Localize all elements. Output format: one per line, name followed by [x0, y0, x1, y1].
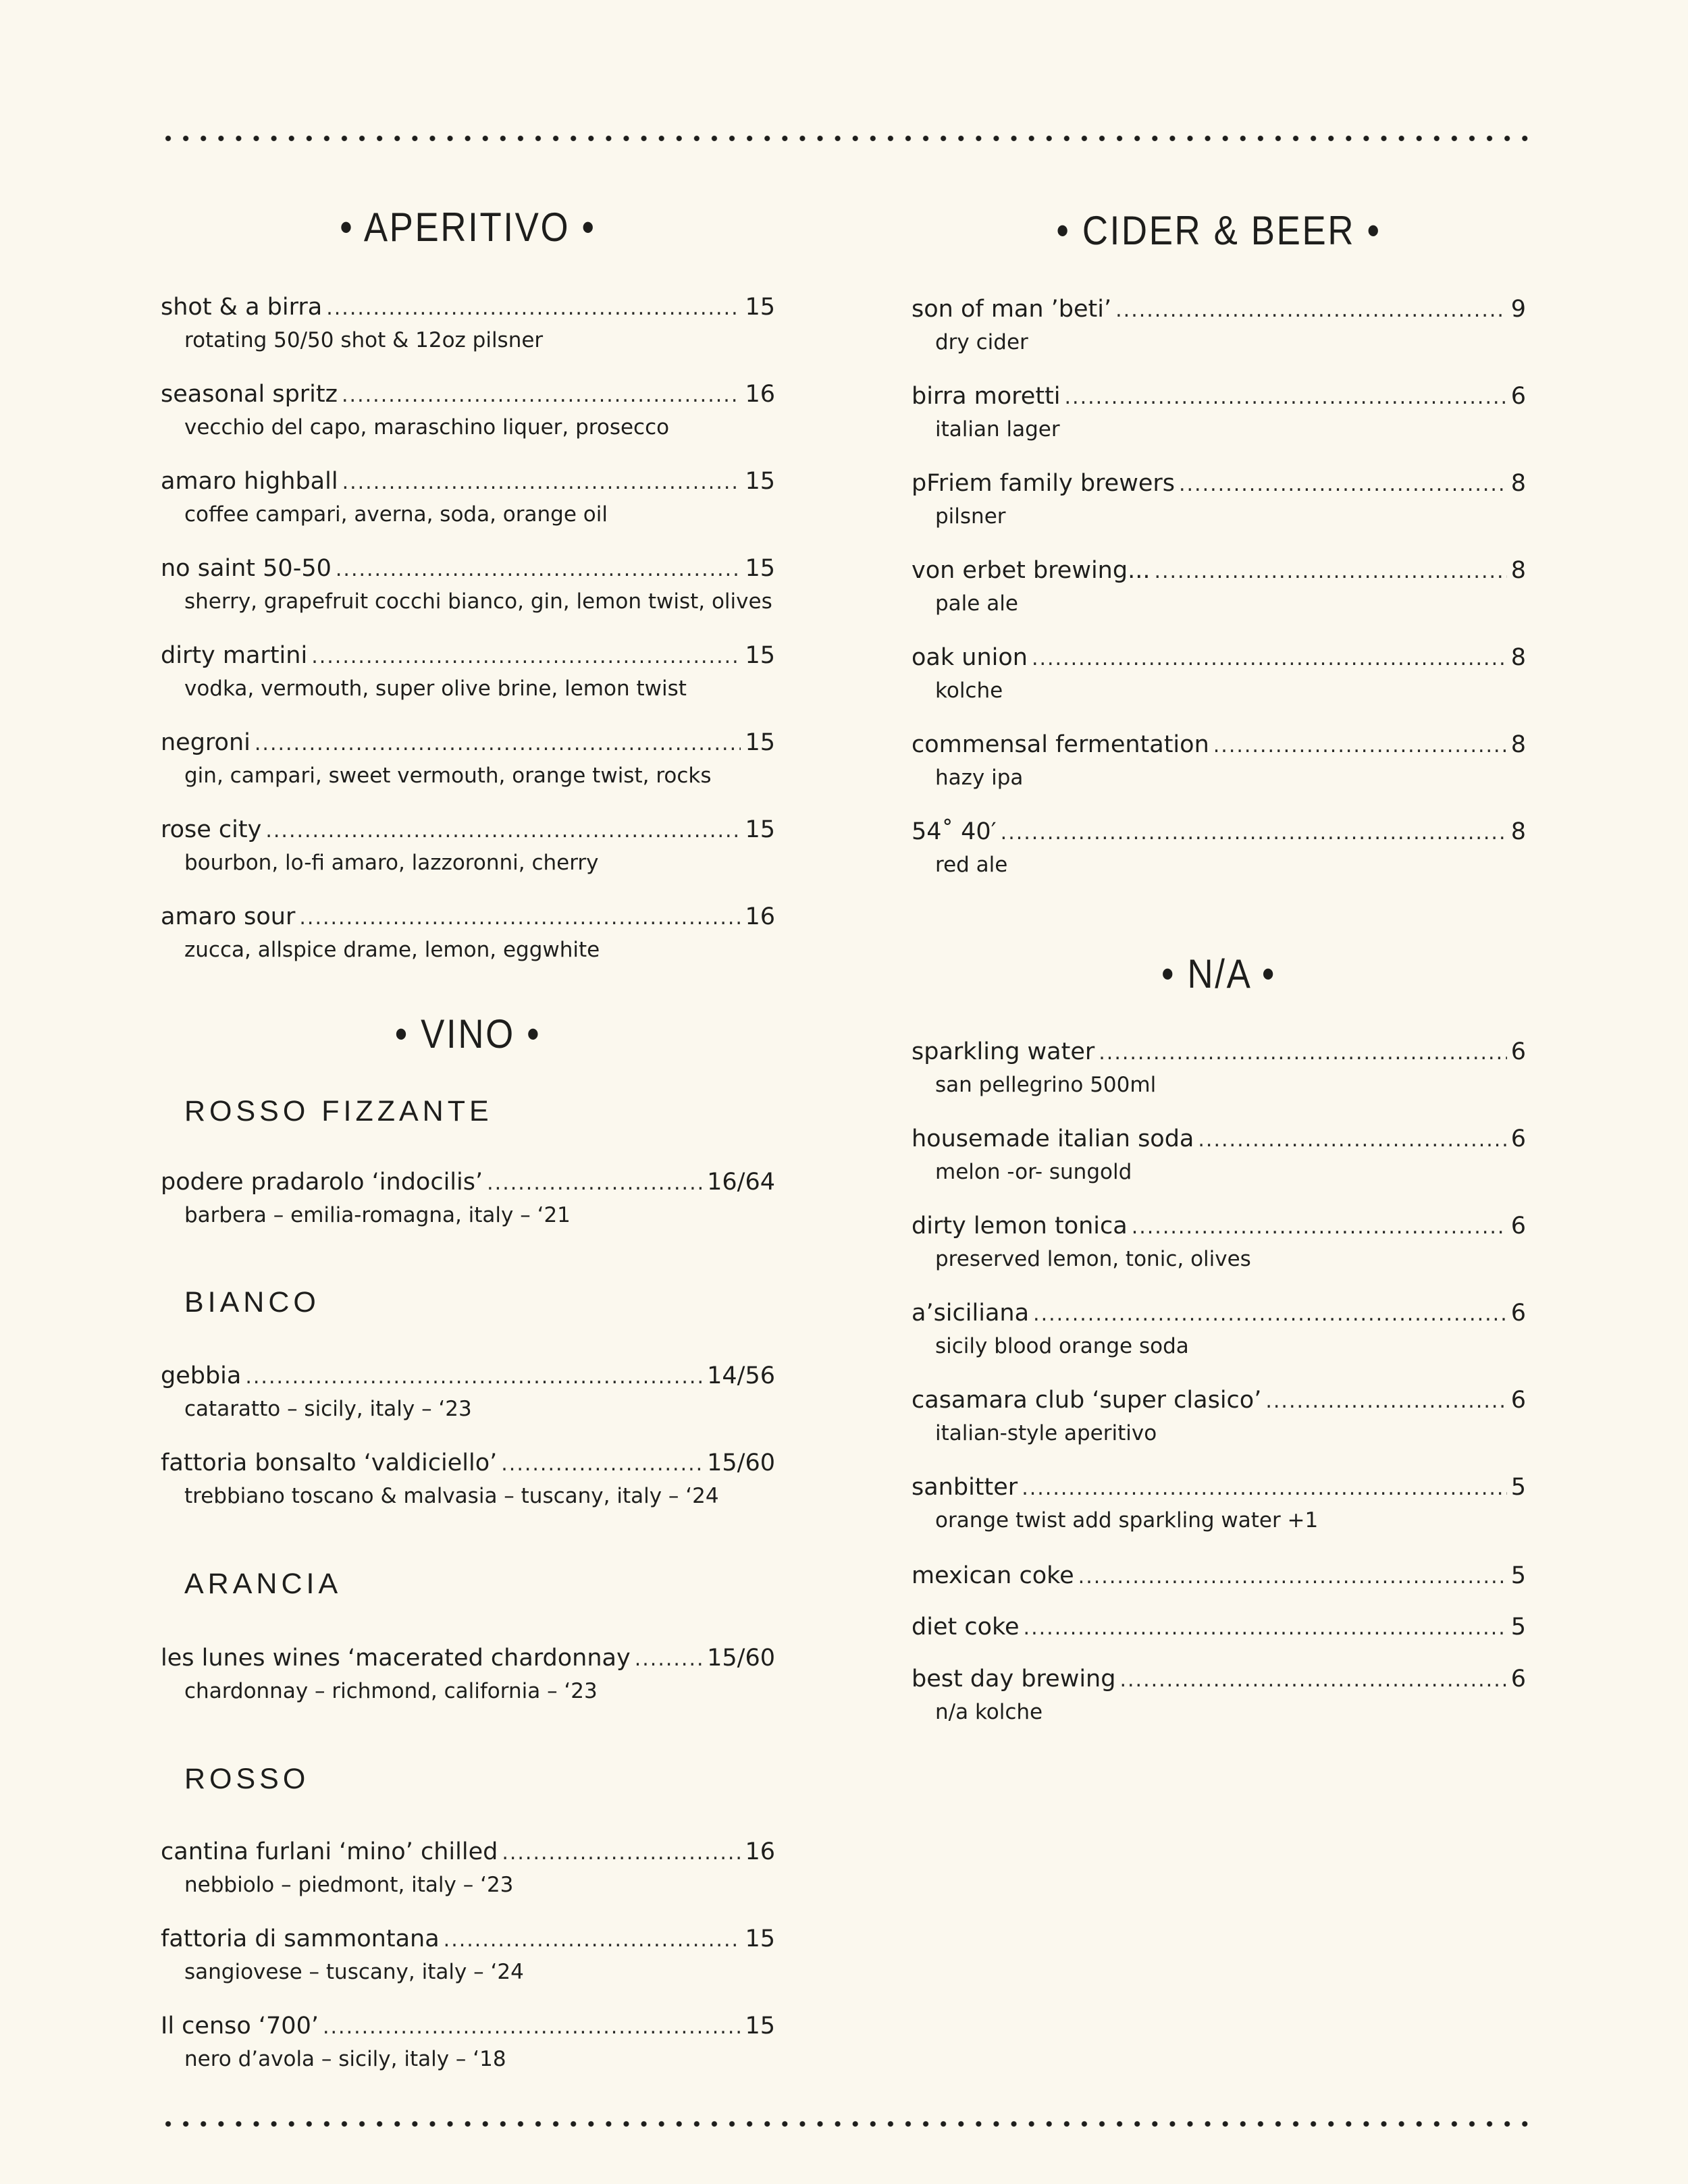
- leader-dots: [1213, 729, 1507, 763]
- item-price: 15: [745, 294, 775, 321]
- item-name: a’siciliana: [912, 1300, 1030, 1327]
- item-name: les lunes wines ‘macerated chardonnay: [161, 1645, 631, 1672]
- leader-dots: [342, 466, 741, 500]
- item-price: 6: [1510, 1213, 1526, 1240]
- item-name: rose city: [161, 816, 262, 843]
- item-description: coffee campari, averna, soda, orange oil: [184, 502, 608, 527]
- menu-item: [912, 1662, 1526, 1736]
- menu-item: [912, 1296, 1526, 1370]
- item-description: san pellegrino 500ml: [935, 1073, 1157, 1097]
- item-price: 15: [745, 1925, 775, 1952]
- item-price: 8: [1510, 818, 1526, 845]
- menu-item: [912, 1122, 1526, 1196]
- item-name: casamara club ‘super clasico’: [912, 1387, 1262, 1414]
- item-name: Il censo ‘700’: [161, 2013, 319, 2040]
- menu-item: [912, 1559, 1526, 1597]
- item-price: 15/60: [707, 1645, 775, 1672]
- item-description: red ale: [935, 853, 1008, 877]
- leader-dots: [487, 1167, 703, 1200]
- item-price: 16: [745, 903, 775, 930]
- leader-dots: [1001, 816, 1507, 850]
- item-price: 6: [1510, 1038, 1526, 1065]
- item-name: gebbia: [161, 1362, 242, 1389]
- item-description: italian lager: [935, 417, 1060, 442]
- menu-item: [912, 554, 1526, 628]
- item-price: 5: [1510, 1474, 1526, 1501]
- leader-dots: [1033, 1298, 1507, 1331]
- item-price: 6: [1510, 1666, 1526, 1693]
- subsection-title-bianco: BIANCO: [184, 1286, 320, 1319]
- menu-item: [912, 641, 1526, 715]
- item-price: 15: [745, 816, 775, 843]
- leader-dots: [299, 901, 741, 935]
- item-name: shot & a birra: [161, 294, 323, 321]
- menu-item: [912, 1035, 1526, 1109]
- leader-dots: [245, 1360, 703, 1394]
- item-description: sangiovese – tuscany, italy – ‘24: [184, 1960, 524, 1984]
- menu-item: [912, 815, 1526, 889]
- leader-dots: [311, 640, 741, 674]
- subsection-title-arancia: ARANCIA: [184, 1568, 342, 1600]
- leader-dots: [1119, 1663, 1506, 1697]
- leader-dots: [1179, 468, 1507, 502]
- leader-dots: [1032, 642, 1507, 676]
- item-name: 54˚ 40′: [912, 818, 997, 845]
- subsection-title-rosso: ROSSO: [184, 1763, 310, 1795]
- leader-dots: [1115, 294, 1507, 327]
- menu-item: [161, 552, 775, 626]
- item-price: 5: [1510, 1614, 1526, 1641]
- leader-dots: [265, 814, 741, 848]
- item-description: kolche: [935, 678, 1003, 703]
- menu-item: [161, 1446, 775, 1520]
- menu-item: [161, 464, 775, 539]
- item-name: von erbet brewing...: [912, 557, 1151, 584]
- leader-dots: [1099, 1036, 1506, 1070]
- item-price: 15: [745, 555, 775, 582]
- menu-item: [161, 2009, 775, 2083]
- item-price: 5: [1510, 1562, 1526, 1589]
- leader-dots: [336, 553, 741, 587]
- item-price: 8: [1510, 470, 1526, 497]
- menu-item: [161, 1359, 775, 1433]
- item-description: sicily blood orange soda: [935, 1334, 1189, 1358]
- item-name: podere pradarolo ‘indocilis’: [161, 1169, 483, 1196]
- item-price: 8: [1510, 557, 1526, 584]
- item-name: no saint 50-50: [161, 555, 332, 582]
- menu-item: [912, 1470, 1526, 1545]
- item-description: cataratto – sicily, italy – ‘23: [184, 1397, 472, 1421]
- item-description: vodka, vermouth, super olive brine, lemon twist: [184, 676, 687, 701]
- item-price: 9: [1510, 296, 1526, 323]
- item-price: 16/64: [707, 1169, 775, 1196]
- item-price: 15: [745, 2013, 775, 2040]
- item-description: nebbiolo – piedmont, italy – ‘23: [184, 1873, 514, 1897]
- item-description: preserved lemon, tonic, olives: [935, 1247, 1251, 1271]
- leader-dots: [255, 727, 741, 761]
- item-description: chardonnay – richmond, california – ‘23: [184, 1679, 598, 1703]
- leader-dots: [1154, 555, 1506, 589]
- item-name: best day brewing: [912, 1666, 1116, 1693]
- item-description: sherry, grapefruit cocchi bianco, gin, lemon twist, olives: [184, 589, 772, 614]
- item-price: 16: [745, 1838, 775, 1865]
- item-price: 15: [745, 642, 775, 669]
- leader-dots: [323, 2010, 741, 2044]
- menu-item: [912, 1209, 1526, 1283]
- menu-item: [161, 900, 775, 974]
- section-title-vino: • VINO •: [394, 1011, 542, 1057]
- item-price: 15: [745, 729, 775, 756]
- subsection-title-rosso-fizzante: ROSSO FIZZANTE: [184, 1095, 493, 1127]
- item-name: sparkling water: [912, 1038, 1095, 1065]
- leader-dots: [501, 1447, 703, 1481]
- item-name: son of man ’beti’: [912, 296, 1112, 323]
- item-name: negroni: [161, 729, 250, 756]
- leader-dots: [444, 1923, 741, 1957]
- item-price: 6: [1510, 1125, 1526, 1152]
- leader-dots: [1078, 1560, 1507, 1594]
- item-name: mexican coke: [912, 1562, 1074, 1589]
- item-description: vecchio del capo, maraschino liquer, prosecco: [184, 415, 670, 440]
- item-name: amaro sour: [161, 903, 296, 930]
- menu-item: [912, 1610, 1526, 1648]
- item-description: melon -or- sungold: [935, 1160, 1132, 1184]
- item-description: pilsner: [935, 504, 1006, 529]
- item-description: zucca, allspice drame, lemon, eggwhite: [184, 938, 600, 962]
- item-price: 8: [1510, 731, 1526, 758]
- menu-item: [912, 1383, 1526, 1458]
- item-description: nero d’avola – sicily, italy – ‘18: [184, 2047, 506, 2071]
- item-name: dirty martini: [161, 642, 308, 669]
- item-description: n/a kolche: [935, 1700, 1043, 1724]
- menu-item: [161, 377, 775, 452]
- leader-dots: [1024, 1612, 1507, 1645]
- item-name: diet coke: [912, 1614, 1020, 1641]
- leader-dots: [1132, 1210, 1507, 1244]
- menu-item: [161, 1641, 775, 1715]
- leader-dots: [635, 1643, 703, 1676]
- item-description: pale ale: [935, 591, 1018, 616]
- item-description: rotating 50/50 shot & 12oz pilsner: [184, 328, 544, 352]
- item-description: bourbon, lo-fi amaro, lazzoronni, cherry: [184, 851, 599, 875]
- menu-item: [161, 639, 775, 713]
- section-title-aperitivo: • APERITIVO •: [340, 205, 596, 250]
- leader-dots: [342, 379, 741, 412]
- leader-dots: [1065, 381, 1507, 415]
- menu-item: [161, 290, 775, 365]
- menu-item: [161, 813, 775, 887]
- item-price: 6: [1510, 1300, 1526, 1327]
- item-description: hazy ipa: [935, 766, 1024, 790]
- menu-item: [161, 1922, 775, 1996]
- menu-item: [161, 1835, 775, 1909]
- item-description: barbera – emilia-romagna, italy – ‘21: [184, 1203, 571, 1227]
- item-description: trebbiano toscano & malvasia – tuscany, italy – ‘24: [184, 1484, 719, 1508]
- item-name: sanbitter: [912, 1474, 1018, 1501]
- item-price: 14/56: [707, 1362, 775, 1389]
- bottom-dotted-divider: [159, 2121, 1537, 2127]
- section-title-na: • N/A •: [1161, 951, 1276, 996]
- menu-item: [912, 728, 1526, 802]
- leader-dots: [502, 1836, 741, 1870]
- menu-item: [912, 467, 1526, 541]
- item-name: birra moretti: [912, 383, 1061, 410]
- item-name: seasonal spritz: [161, 381, 338, 408]
- item-price: 6: [1510, 1387, 1526, 1414]
- item-name: housemade italian soda: [912, 1125, 1194, 1152]
- item-price: 6: [1510, 383, 1526, 410]
- item-description: dry cider: [935, 330, 1028, 354]
- item-name: amaro highball: [161, 468, 338, 495]
- item-price: 16: [745, 381, 775, 408]
- section-title-cider-beer: • CIDER & BEER •: [1056, 208, 1381, 253]
- leader-dots: [1198, 1123, 1506, 1157]
- item-description: gin, campari, sweet vermouth, orange twist, rocks: [184, 764, 712, 788]
- menu-item: [912, 379, 1526, 454]
- item-name: pFriem family brewers: [912, 470, 1175, 497]
- menu-item: [161, 1165, 775, 1240]
- item-description: italian-style aperitivo: [935, 1421, 1157, 1445]
- top-dotted-divider: [159, 135, 1537, 142]
- item-name: cantina furlani ‘mino’ chilled: [161, 1838, 498, 1865]
- leader-dots: [1022, 1472, 1507, 1506]
- item-name: commensal fermentation: [912, 731, 1209, 758]
- item-price: 15: [745, 468, 775, 495]
- leader-dots: [326, 292, 741, 325]
- item-name: fattoria bonsalto ‘valdiciello’: [161, 1449, 498, 1476]
- item-name: fattoria di sammontana: [161, 1925, 440, 1952]
- item-price: 15/60: [707, 1449, 775, 1476]
- item-description: orange twist add sparkling water +1: [935, 1508, 1319, 1533]
- item-price: 8: [1510, 644, 1526, 671]
- item-name: oak union: [912, 644, 1028, 671]
- item-name: dirty lemon tonica: [912, 1213, 1128, 1240]
- menu-item: [161, 726, 775, 800]
- leader-dots: [1265, 1385, 1506, 1418]
- menu-item: [912, 292, 1526, 367]
